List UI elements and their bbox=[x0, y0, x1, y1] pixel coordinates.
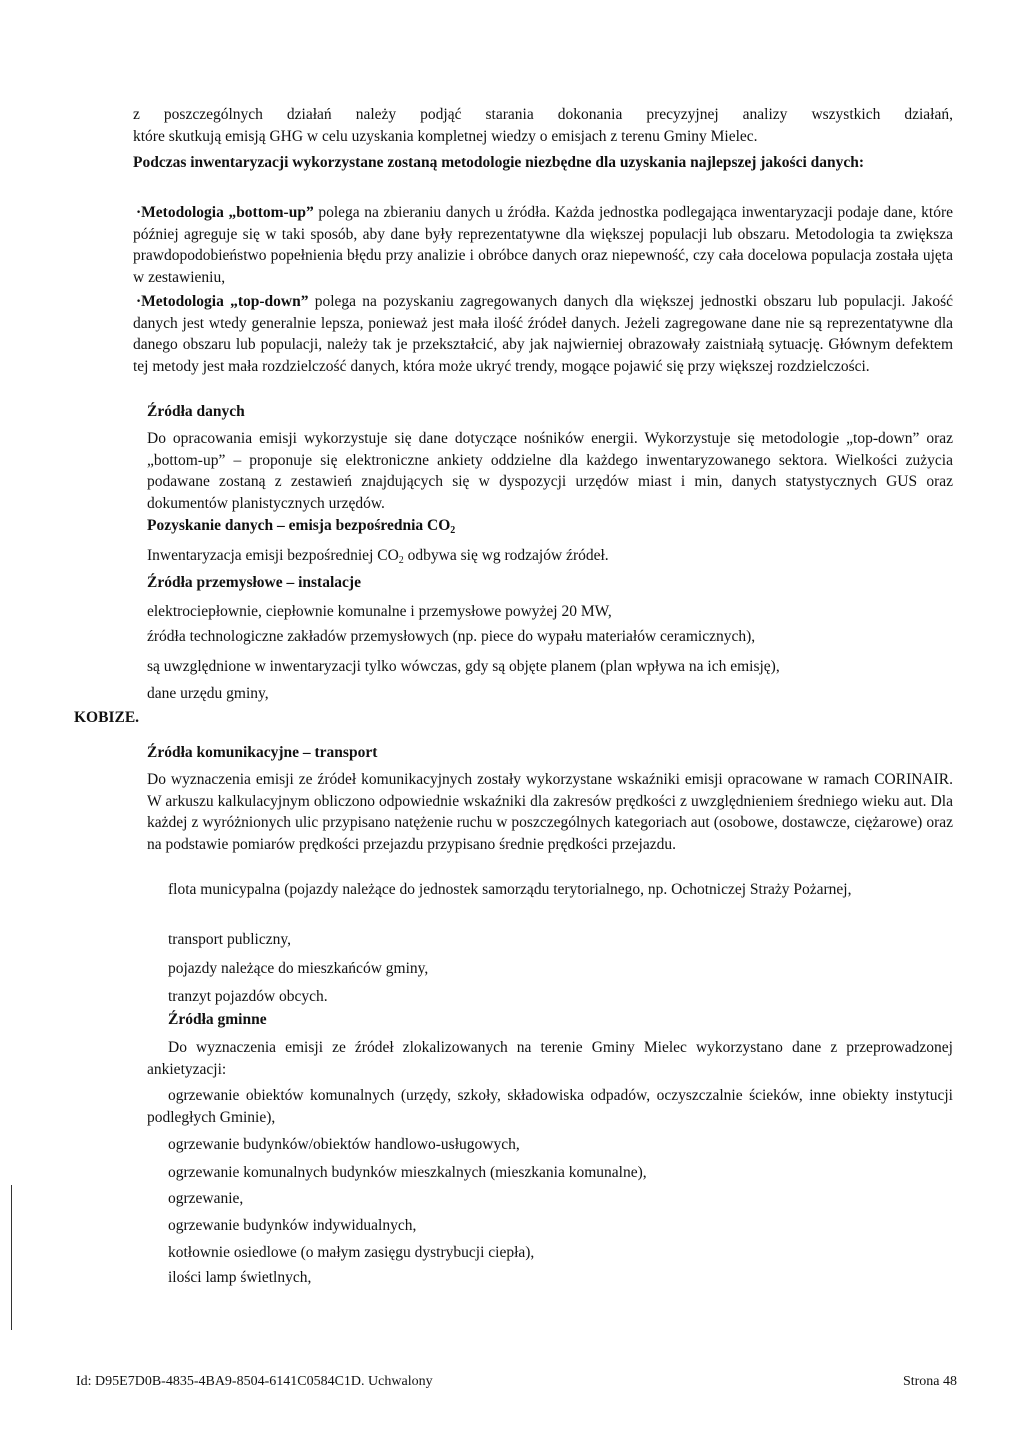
direct-emission-heading-text: Pozyskanie danych – emisja bezpośrednia CO bbox=[147, 517, 451, 534]
bottom-up-term: ·Metodologia „bottom-up” bbox=[136, 204, 314, 221]
transport-heading: Źródła komunikacyjne – transport bbox=[147, 744, 378, 761]
margin-line bbox=[11, 1185, 12, 1330]
direct-emission-text-post: odbywa się wg rodzajów źródeł. bbox=[403, 547, 609, 564]
industrial-item-1: elektrociepłownie, ciepłownie komunalne i przemysłowe powyżej 20 MW, bbox=[147, 603, 612, 620]
industrial-heading: Źródła przemysłowe – instalacje bbox=[147, 574, 361, 591]
transport-item-1: flota municypalna (pojazdy należące do jednostek samorządu terytorialnego, np. Ochotniczej Straży Pożarnej, bbox=[168, 881, 852, 898]
municipal-heading: Źródła gminne bbox=[168, 1011, 267, 1028]
top-down-text: polega na pozyskaniu zagregowanych danych dla większej jednostki obszaru lub populacji. Jakość danych jest wtedy generalnie lepsza, ponieważ jest mała ilość źródeł danych. Jeżeli zagregowane dane nie są reprezentatywne dla danego obszaru lub populacji, należy tak je przekształcić, aby jak najwierniej obrazowały zaistniałą sytuację. Głównym defektem tej metody jest mała rozdzielczość danych, która może ukryć trendy, mogące pojawić się przy większej rozdzielczości. bbox=[133, 293, 954, 375]
industrial-item-2: źródła technologiczne zakładów przemysłowych (np. piece do wypału materiałów ceramicznych), bbox=[147, 628, 756, 645]
municipal-item-4: ogrzewanie, bbox=[168, 1190, 244, 1207]
bottom-up-paragraph bbox=[133, 202, 953, 288]
transport-item-4: tranzyt pojazdów obcych. bbox=[168, 988, 328, 1005]
intro-line-1: z poszczególnych działań należy podjąć starania dokonania precyzyjnej analizy wszystkich działań, bbox=[133, 106, 953, 123]
data-sources-heading: Źródła danych bbox=[147, 403, 245, 420]
intro-line-2: które skutkują emisją GHG w celu uzyskania kompletnej wiedzy o emisjach z terenu Gminy Mielec. bbox=[133, 127, 758, 145]
municipal-item-3: ogrzewanie komunalnych budynków mieszkalnych (mieszkania komunalne), bbox=[168, 1164, 647, 1181]
top-down-paragraph bbox=[133, 291, 953, 377]
footer-document-id: Id: D95E7D0B-4835-4BA9-8504-6141C0584C1D. Uchwalony bbox=[76, 1374, 433, 1389]
municipal-item-2: ogrzewanie budynków/obiektów handlowo-usługowych, bbox=[168, 1136, 520, 1153]
kobize-label: KOBIZE. bbox=[74, 709, 140, 726]
municipal-item-6: kotłownie osiedlowe (o małym zasięgu dystrybucji ciepła), bbox=[168, 1244, 535, 1261]
municipal-item-5: ogrzewanie budynków indywidualnych, bbox=[168, 1217, 417, 1234]
methods-heading: Podczas inwentaryzacji wykorzystane zostaną metodologie niezbędne dla uzyskania najlepszej jakości danych: bbox=[133, 154, 865, 171]
industrial-item-3: są uwzględnione w inwentaryzacji tylko wówczas, gdy są objęte planem (plan wpływa na ich emisję), bbox=[147, 658, 780, 675]
direct-emission-text bbox=[147, 545, 953, 572]
footer-page-number: Strona 48 bbox=[902, 1374, 957, 1389]
transport-item-2: transport publiczny, bbox=[168, 931, 291, 948]
direct-emission-text-pre: Inwentaryzacja emisji bezpośredniej CO bbox=[147, 547, 399, 564]
transport-item-3: pojazdy należące do mieszkańców gminy, bbox=[168, 960, 429, 977]
municipal-item-1: ogrzewanie obiektów komunalnych (urzędy, szkoły, składowiska odpadów, oczyszczalnie ścieków, inne obiekty instytucji podległych Gminie), bbox=[147, 1087, 953, 1126]
direct-emission-text-sub: 2 bbox=[398, 555, 404, 566]
bottom-up-text: polega na zbieraniu danych u źródła. Każda jednostka podlegająca inwentaryzacji podaje dane, które później agreguje się w taki sposób, aby dane były reprezentatywne dla większej populacji lub obszaru. Metodologia ta zwiększa prawdopodobieństwo popełnienia błędu przy analizie i obróbce danych oraz niepewność, czy cała docelowa populacja została ujęta w zestawieniu, bbox=[133, 204, 953, 286]
transport-text: Do wyznaczenia emisji ze źródeł komunikacyjnych zostały wykorzystane wskaźniki emisji opracowane w ramach CORINAIR. W arkuszu kalkulacyjnym obliczono odpowiednie wskaźniki dla zakresów prędkości z uwzględnieniem średniego wieku aut. Dla każdej z wyróżnionych ulic przypisano natężenie ruchu w poszczególnych kategoriach aut (osobowe, dostawcze, ciężarowe) oraz na podstawie pomiarów prędkości przejazdu przypisano średnie prędkości przejazdu. bbox=[147, 771, 953, 853]
municipal-item-7: ilości lamp świetlnych, bbox=[168, 1269, 312, 1286]
direct-emission-heading-sub: 2 bbox=[450, 525, 456, 536]
data-sources-text: Do opracowania emisji wykorzystuje się dane dotyczące nośników energii. Wykorzystuje się metodologie „top-down” oraz „bottom-up” – proponuje się elektroniczne ankiety oddzielne dla każdego inwentaryzowanego sektora. Wielkości zużycia podawane zostaną z zestawień znajdujących się w dyspozycji urzędów miast i min, danych statystycznych GUS oraz dokumentów planistycznych urzędów. bbox=[147, 430, 953, 512]
intro-paragraph bbox=[133, 104, 953, 147]
top-down-term: ·Metodologia „top-down” bbox=[136, 293, 309, 310]
direct-emission-heading bbox=[147, 515, 847, 542]
municipal-text: Do wyznaczenia emisji ze źródeł zlokalizowanych na terenie Gminy Mielec wykorzystano dane z przeprowadzonej ankietyzacji: bbox=[147, 1039, 953, 1078]
industrial-item-4: dane urzędu gminy, bbox=[147, 685, 269, 702]
